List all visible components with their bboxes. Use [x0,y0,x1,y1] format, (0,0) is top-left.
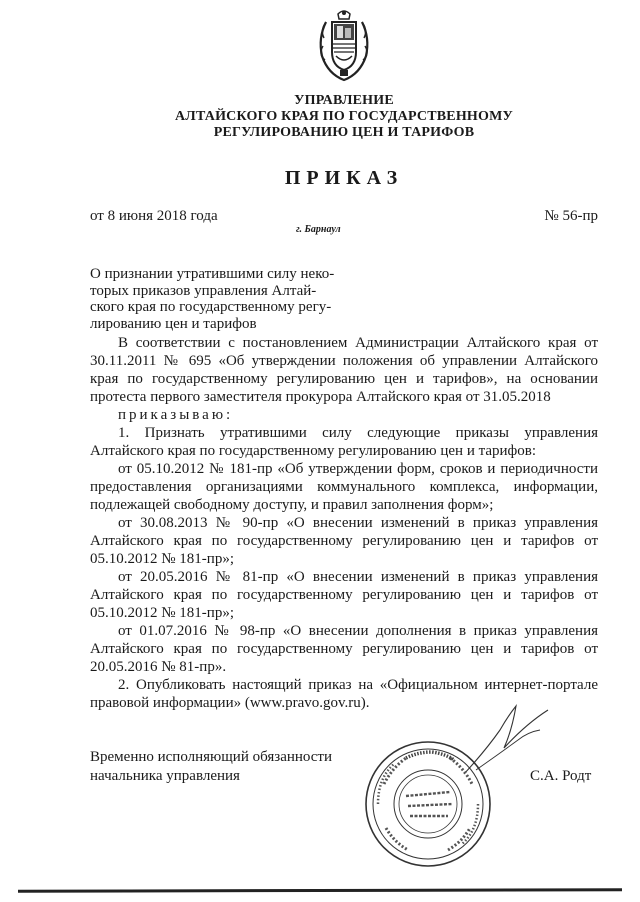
position-line2: начальника управления [90,767,240,784]
repealed-order-181: от 05.10.2012 № 181-пр «Об утверждении форм, сроков и периодичности предоставления организациями коммунального комплекса, информации, подлежащей свободному доступу, и правил заполнения форм»; [90,461,598,513]
repealed-order-81: от 20.05.2016 № 81-пр «О внесении изменений в приказ управления Алтайского края по государственному регулированию цен и тарифов от 05.10.2012 № 181-пр»; [90,569,598,621]
subject-line: лированию цен и тарифов [90,315,257,332]
subject-line: торых приказов управления Алтай- [90,282,317,299]
order-word: приказываю: [118,407,234,423]
coat-of-arms-icon [316,8,372,84]
document-city: г. Барнаул [296,224,341,235]
position-line1: Временно исполняющий обязанности [90,749,333,765]
repealed-order-98: от 01.07.2016 № 98-пр «О внесении дополнения в приказ управления Алтайского края по государственному регулированию цен и тарифов от 20.05.2016 № 81-пр». [90,623,598,675]
signatory-name: С.А. Родт [530,768,592,784]
official-seal-icon [362,738,494,870]
document-subject [90,266,352,332]
org-name-line2: АЛТАЙСКОГО КРАЯ ПО ГОСУДАРСТВЕННОМУ [175,109,513,124]
signatory-position [90,748,332,785]
document-type-title: ПРИКАЗ [284,167,404,189]
preamble-paragraph: В соответствии с постановлением Администрации Алтайского края от 30.11.2011 № 695 «Об утверждении положения об управлении Алтайского края по государственному регулированию цен и тарифов», на основании протеста первого заместителя прокурора Алтайского края от 31.05.2018 [90,335,598,405]
document-body [90,334,598,712]
subject-line: ского края по государственному регу- [90,299,332,316]
repealed-order-90: от 30.08.2013 № 90-пр «О внесении изменений в приказ управления Алтайского края по государственному регулированию цен и тарифов от 05.10.2012 № 181-пр»; [90,515,598,567]
org-name-line1: УПРАВЛЕНИЕ [294,93,394,108]
item-1-paragraph: 1. Признать утратившими силу следующие приказы управления Алтайского края по государственному регулированию цен и тарифов: [90,425,598,459]
subject-line: О признании утратившими силу неко- [90,266,335,282]
page-bottom-rule [18,888,622,893]
item-2-paragraph: 2. Опубликовать настоящий приказ на «Официальном интернет-портале правовой информации» (www.pravo.gov.ru). [90,677,598,711]
org-name-line3: РЕГУЛИРОВАНИЮ ЦЕН И ТАРИФОВ [213,125,475,140]
document-number: № 56-пр [544,208,598,224]
document-date: от 8 июня 2018 года [90,208,218,224]
